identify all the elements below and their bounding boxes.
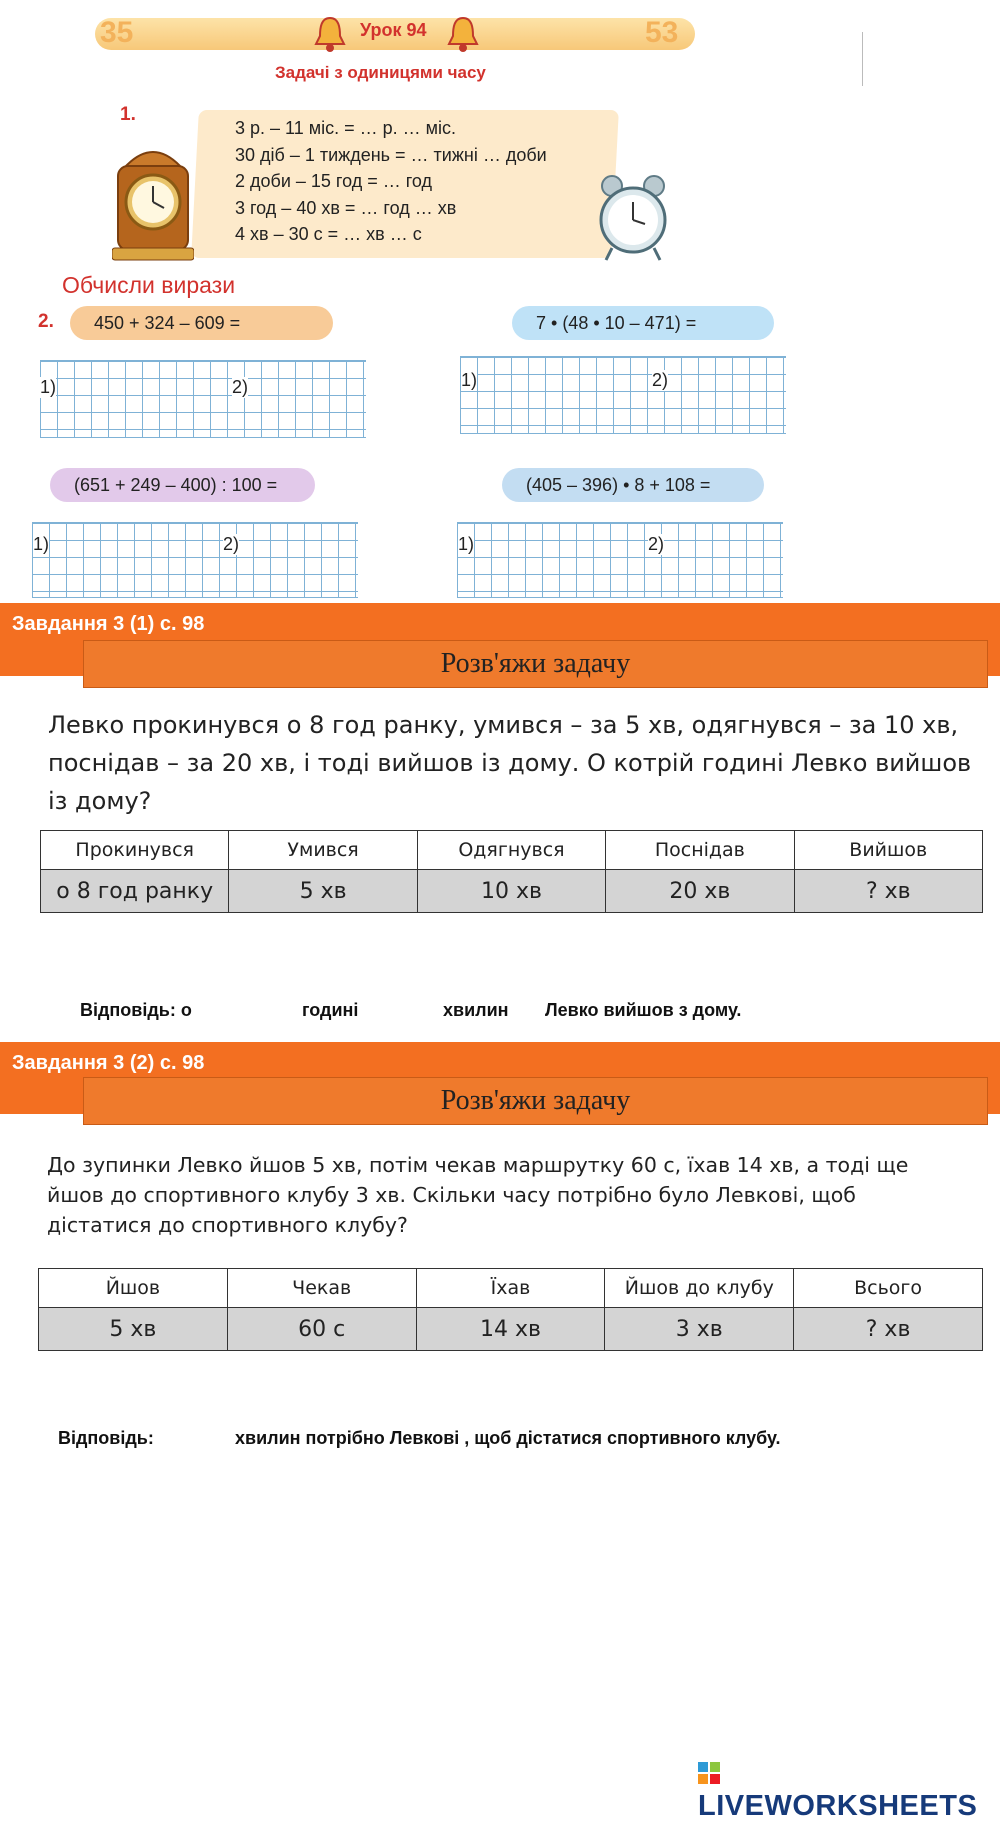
alarm-clock-icon	[598, 172, 668, 264]
step-2-label: 2)	[232, 377, 249, 397]
answer-input-cell[interactable]: ? хв	[794, 870, 982, 913]
liveworksheets-logo	[698, 1757, 1000, 1823]
step-2-label: 2)	[223, 534, 240, 554]
divider	[862, 32, 863, 86]
table-header-cell: Всього	[794, 1269, 983, 1308]
exercise-2-title: Обчисли вирази	[62, 272, 236, 298]
step-1-label: 1)	[40, 377, 57, 397]
expression-2: 7 • (48 • 10 – 471) =	[512, 306, 774, 340]
bell-icon	[313, 14, 347, 54]
exercise-1-line: 3 год – 40 хв = … год … хв	[235, 197, 457, 218]
table-value-cell: 20 хв	[606, 870, 794, 913]
task-1-answer-minutes: хвилин	[443, 1000, 509, 1020]
exercise-1-line: 3 р. – 11 міс. = … р. … міс.	[235, 118, 457, 138]
bell-icon	[446, 14, 480, 54]
task-1-table	[40, 830, 983, 913]
table-header-cell: Прокинувся	[41, 831, 229, 870]
exercise-1-line: 4 хв – 30 с = … хв … с	[235, 224, 422, 244]
exercise-1-line: 2 доби – 15 год = … год	[235, 171, 433, 191]
table-value-cell: 5 хв	[229, 870, 417, 913]
table-value-cell: 10 хв	[417, 870, 605, 913]
exercise-1-number: 1.	[120, 104, 136, 125]
table-value-cell: 3 хв	[605, 1308, 794, 1351]
exercise-1-lines	[235, 115, 547, 248]
expression-3: (651 + 249 – 400) : 100 =	[50, 468, 315, 502]
table-header-cell: Поснідав	[606, 831, 794, 870]
table-header-cell: Одягнувся	[417, 831, 605, 870]
task-2-label: Завдання 3 (2) с. 98	[12, 1052, 205, 1074]
exercise-1-line: 30 діб – 1 тиждень = … тижні … доби	[235, 144, 547, 165]
table-header-cell: Йшов до клубу	[605, 1269, 794, 1308]
task-1-answer-rest: Левко вийшов з дому.	[545, 1000, 742, 1020]
table-value-cell: о 8 год ранку	[41, 870, 229, 913]
table-header-cell: Їхав	[416, 1269, 605, 1308]
answer-grid[interactable]	[460, 356, 786, 434]
task-2-problem: До зупинки Левко йшов 5 хв, потім чекав маршрутку 60 с, їхав 14 хв, а тоді ще йшов до спортивного клубу 3 хв. Скільки часу потрібно було Левкові, щоб дістатися до спортивного клубу?	[47, 1153, 909, 1237]
task-1-heading: Розв'яжи задачу	[83, 640, 988, 688]
task-1-answer-hours: годині	[302, 1000, 359, 1020]
task-2-table	[38, 1268, 983, 1351]
task-2-answer-rest: хвилин потрібно Левкові , щоб дістатися спортивного клубу.	[235, 1428, 781, 1448]
task-2-answer-prefix: Відповідь:	[58, 1428, 154, 1448]
ribbon-right-number: 53	[645, 16, 679, 49]
logo-mark-icon	[698, 1762, 720, 1784]
table-header-cell: Йшов	[39, 1269, 228, 1308]
step-2-label: 2)	[648, 534, 665, 554]
task-1-problem: Левко прокинувся о 8 год ранку, умився – за 5 хв, одягнувся – за 10 хв, поснідав – за 20 хв, і тоді вийшов із дому. О котрій годині Левко вийшов із дому?	[48, 711, 972, 815]
table-value-cell: 14 хв	[416, 1308, 605, 1351]
step-1-label: 1)	[461, 370, 478, 390]
task-1-label: Завдання 3 (1) с. 98	[12, 613, 205, 635]
ribbon-left-number: 35	[100, 16, 134, 49]
step-1-label: 1)	[458, 534, 475, 554]
expression-4: (405 – 396) • 8 + 108 =	[502, 468, 764, 502]
answer-grid[interactable]	[457, 522, 783, 598]
table-header-cell: Умився	[229, 831, 417, 870]
lesson-title: Урок 94	[360, 20, 427, 40]
task-2-heading: Розв'яжи задачу	[83, 1077, 988, 1125]
mantel-clock-icon	[112, 138, 194, 263]
answer-grid[interactable]	[40, 360, 366, 438]
expression-1: 450 + 324 – 609 =	[70, 306, 333, 340]
table-header-cell: Чекав	[227, 1269, 416, 1308]
exercise-2-number: 2.	[38, 311, 54, 332]
lesson-subtitle: Задачі з одиницями часу	[275, 63, 486, 82]
table-header-cell: Вийшов	[794, 831, 982, 870]
table-value-cell: 5 хв	[39, 1308, 228, 1351]
logo-text: LIVEWORKSHEETS	[698, 1790, 978, 1822]
step-2-label: 2)	[652, 370, 669, 390]
answer-grid[interactable]	[32, 522, 358, 598]
task-1-answer-prefix: Відповідь: о	[80, 1000, 192, 1020]
table-value-cell: 60 с	[227, 1308, 416, 1351]
step-1-label: 1)	[33, 534, 50, 554]
answer-input-cell[interactable]: ? хв	[794, 1308, 983, 1351]
